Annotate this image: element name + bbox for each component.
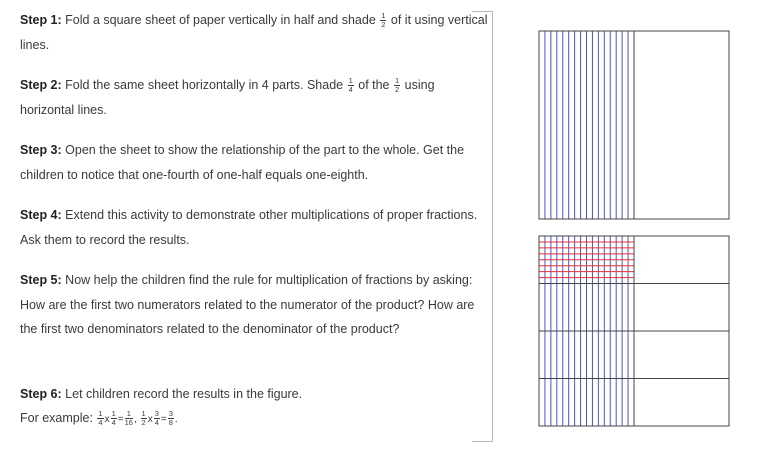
step-text: Let children record the results in the figure. [65, 387, 303, 401]
fraction: $\frac{3}{4}$ [154, 409, 159, 428]
fraction: $\frac{1}{2}$ [141, 409, 146, 428]
figure-top-half-square [539, 31, 729, 219]
figure-bottom-quarter-grid [539, 236, 729, 426]
times-sign: x [147, 414, 153, 425]
step-label: Step 4: [20, 208, 62, 222]
step-text: of it using vertical lines. [20, 13, 488, 52]
step-text: Fold the same sheet horizontally in 4 parts. Shade [65, 78, 347, 92]
step-label: Step 5: [20, 273, 62, 287]
step-text: using horizontal lines. [20, 78, 435, 117]
step-text: Extend this activity to demonstrate other multiplications of proper fractions. Ask them to record the results. [20, 208, 478, 247]
separator: , [133, 414, 140, 425]
fraction: $\frac{1}{4}$ [98, 409, 103, 428]
step-text: Fold a square sheet of paper vertically in half and shade [65, 13, 380, 27]
step-text: Now help the children find the rule for multiplication of fractions by asking: How are the first two numerators related to the numerator of the product? How are the first two denominators related to the denominator of the product? [20, 273, 475, 336]
fraction: $\frac{1}{4}$ [348, 76, 353, 95]
fraction: $\frac{1}{2}$ [395, 76, 400, 95]
fraction: $\frac{3}{8}$ [168, 409, 173, 428]
step-label: Step 2: [20, 78, 62, 92]
example-label: For example: [20, 411, 97, 425]
fraction: $\frac{1}{2}$ [381, 11, 386, 30]
fraction: $\frac{1}{4}$ [111, 409, 116, 428]
equals-sign: = [117, 414, 124, 425]
equals-sign: = [160, 414, 167, 425]
step-text: Open the sheet to show the relationship of the part to the whole. Get the children to notice that one-fourth of one-half equals one-eighth. [20, 143, 465, 182]
step-label: Step 3: [20, 143, 62, 157]
period: . [174, 414, 178, 425]
step-label: Step 1: [20, 13, 62, 27]
step-text: of the [354, 78, 393, 92]
times-sign: x [104, 414, 110, 425]
step-label: Step 6: [20, 387, 62, 401]
fraction: $\frac{1}{16}$ [124, 409, 133, 428]
